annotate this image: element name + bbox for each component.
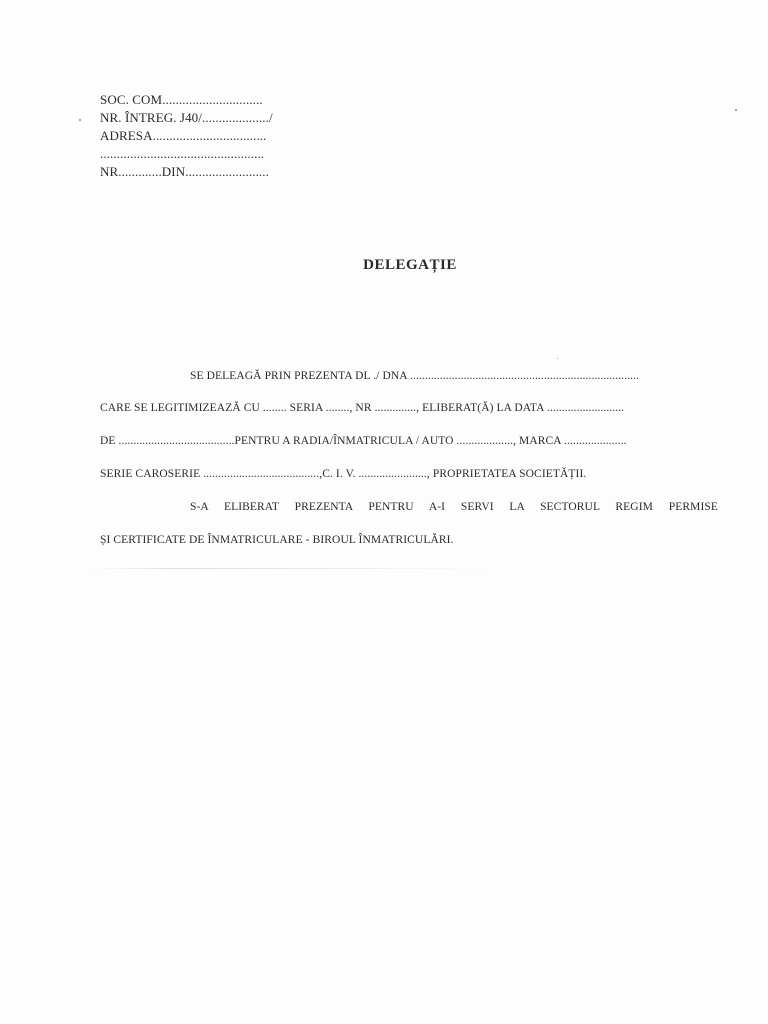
vehicle-purpose-line: DE .......................................PENTRU A RADIA/ÎNMATRICULA / AUTO ..................., MARCA .....................	[100, 435, 627, 447]
scan-speck	[735, 109, 737, 111]
address-continuation-line: .................................................	[100, 146, 265, 161]
document-title: DELEGAȚIE	[363, 257, 457, 273]
scan-speck	[79, 119, 81, 121]
identity-document-line: CARE SE LEGITIMIZEAZĂ CU ........ SERIA ........, NR .............., ELIBERAT(Ă) LA DATA ..........................	[100, 402, 625, 414]
vehicle-details-line: SERIE CAROSERIE .......................................,C. I. V. ......................., PROPRIETATEA SOCIETĂȚII.	[100, 468, 587, 480]
issuance-purpose-line: S-A ELIBERAT PREZENTA PENTRU A-I SERVI LA SECTORUL REGIM PERMISE	[190, 501, 718, 513]
scan-speck	[557, 358, 558, 359]
company-header	[100, 91, 360, 181]
scan-artifact-line	[90, 568, 490, 569]
issuance-office-line: ȘI CERTIFICATE DE ÎNMATRICULARE - BIROUL ÎNMATRICULĂRI.	[100, 534, 454, 546]
registration-number-line: NR. ÎNTREG. J40/..................../	[100, 110, 273, 125]
document-number-date-line: NR.............DIN.........................	[100, 164, 269, 179]
address-line: ADRESA..................................	[100, 128, 267, 143]
delegate-name-line: SE DELEAGĂ PRIN PREZENTA DL ./ DNA .............................................................................	[190, 370, 640, 382]
company-name-line: SOC. COM..............................	[100, 92, 263, 107]
